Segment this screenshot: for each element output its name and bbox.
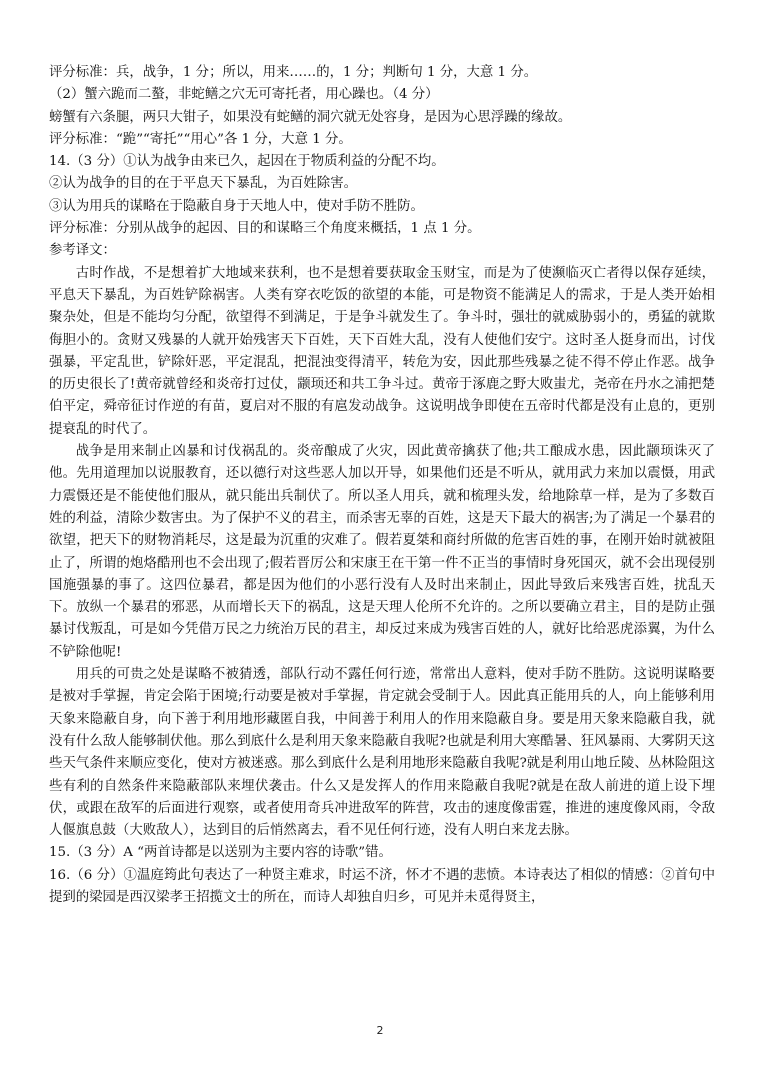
answer-14-point-2: ②认为战争的目的在于平息天下暴乱，为百姓除害。 (49, 176, 357, 192)
answer-15-line: 15.（3 分）A “两首诗都是以送别为主要内容的诗歌”错。 (49, 845, 392, 861)
reference-translation-heading: 参考译文： (49, 243, 116, 259)
answer-14-line: 14.（3 分）①认为战争由来已久，起因在于物质利益的分配不均。 (49, 154, 445, 170)
scoring-standard-line: 评分标准：分别从战争的起因、目的和谋略三个角度来概括，1 点 1 分。 (49, 221, 481, 237)
translation-paragraph-2: 战争是用来制止凶暴和讨伐祸乱的。炎帝酿成了火灾，因此黄帝擒获了他;共工酿成水患，因此颛顼诛灭了他。先用道理加以说服教育，还以德行对这些恶人加以开导，如果他们还是不听从，就用武力来加以震慑，用武力震慑还是不能使他们服从，就只能出兵制伏了。所以圣人用兵，就和梳理头发，给地除草一样，是为了多数百姓的利益，清除少数害虫。为了保护不义的君主，而杀害无辜的百姓，这是天下最大的祸害;为了满足一个暴君的欲望，把天下的财物消耗尽，这是最为沉重的灾难了。假若夏桀和商纣所做的危害百姓的事，在刚开始时就被阻止了，所谓的炮烙酷刑也不会出现了;假若晋厉公和宋康王在干第一件不正当的事情时身死国灭，就不会出现侵别国施强暴的事了。这四位暴君，都是因为他们的小恶行没有人及时出来制止，因此导致后来残害百姓，扰乱天下。放纵一个暴君的邪恶，从而增长天下的祸乱，这是天理人伦所不允许的。之所以要确立君主，目的是防止强暴讨伐叛乱，可是如今凭借万民之力统治万民的君主，却反过来成为残害百姓的人，就好比给恶虎添翼，为什么不铲除他呢! (49, 444, 715, 660)
question-item-2-line: （2）蟹六跪而二螯，非蛇鳝之穴无可寄托者，用心躁也。（4 分） (49, 87, 439, 103)
translation-line: 螃蟹有六条腿，两只大钳子，如果没有蛇鳝的洞穴就无处容身，是因为心思浮躁的缘故。 (49, 109, 572, 125)
scoring-standard-line: 评分标准：兵，战争，1 分；所以，用来……的，1 分；判断句 1 分，大意 1 分。 (49, 65, 538, 80)
translation-paragraph-1: 古时作战，不是想着扩大地域来获利，也不是想着要获取金玉财宝，而是为了使濒临灭亡者得以保存延续，平息天下暴乱，为百姓铲除祸害。人类有穿衣吃饭的欲望的本能，可是物资不能满足人的需求，于是人类开始相聚杂处，但是不能均匀分配，欲望得不到满足，于是争斗就发生了。争斗时，强壮的就威胁弱小的，勇猛的就欺侮胆小的。贪财又残暴的人就开始残害天下百姓，天下百姓大乱，没有人使他们安宁。这时圣人挺身而出，讨伐强暴，平定乱世，铲除奸恶，平定混乱，把混浊变得清平，转危为安，因此那些残暴之徒不得不停止作恶。战争的历史很长了!黄帝就曾经和炎帝打过仗，颛顼还和共工争斗过。黄帝于涿鹿之野大败蚩尤，尧帝在丹水之浦把楚伯平定，舜帝征讨作逆的有苗，夏启对不服的有扈发动战争。这说明战争即使在五帝时代都是没有止息的，更别提衰乱的时代了。 (49, 265, 715, 437)
document-body (49, 62, 715, 909)
answer-14-point-3: ③认为用兵的谋略在于隐蔽自身于天地人中，使对手防不胜防。 (49, 198, 424, 214)
translation-paragraph-3: 用兵的可贵之处是谋略不被猜透，部队行动不露任何行迹，常常出人意料，使对手防不胜防。这说明谋略要是被对手掌握，肯定会陷于困境;行动要是被对手掌握，肯定就会受制于人。因此真正能用兵的人，向上能够利用天象来隐蔽自身，向下善于利用地形藏匿自我，中间善于利用人的作用来隐蔽自身。要是用天象来隐蔽自我，就没有什么敌人能够制伏他。那么到底什么是利用天象来隐蔽自我呢?也就是利用大寒酷暑、狂风暴雨、大雾阴天这些天气条件来顺应变化，使对方被迷惑。那么到底什么是利用地形来隐蔽自我呢?就是利用山地丘陵、丛林险阻这些有利的自然条件来隐蔽部队来埋伏袭击。什么又是发挥人的作用来隐蔽自我呢?就是在敌人前进的道上设下埋伏，或跟在敌军的后面进行观察，或者使用奇兵冲进敌军的阵营，攻击的速度像雷霆，推进的速度像风雨，令敌人偃旗息鼓（大败敌人），达到目的后悄然离去，看不见任何行迹，没有人明白来龙去脉。 (49, 667, 715, 839)
page-number: 2 (376, 1024, 384, 1037)
scoring-standard-line: 评分标准：“跪”“寄托”“用心”各 1 分，大意 1 分。 (49, 131, 352, 147)
answer-16-paragraph: 16.（6 分）①温庭筠此句表达了一种贤主难求，时运不济，怀才不遇的悲愤。本诗表达了相似的情感：②首句中提到的梁园是西汉梁孝王招揽文士的所在，而诗人却独自归乡，可见并未觅得贤主， (49, 867, 715, 905)
